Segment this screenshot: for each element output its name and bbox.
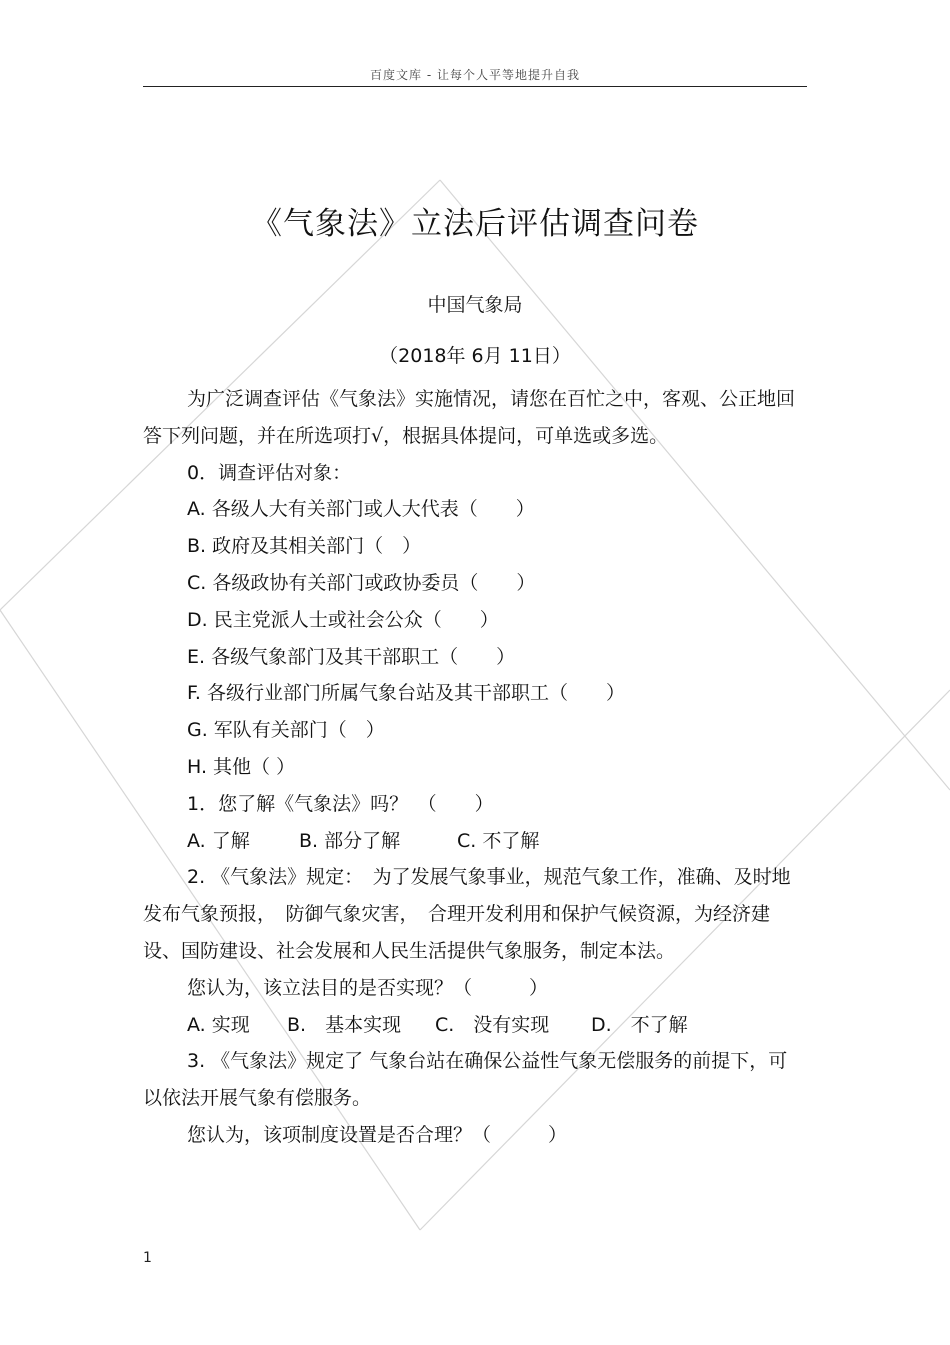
q0-option-e: E. 各级气象部门及其干部职工（ ）	[187, 645, 516, 668]
q0-option-a: A. 各级人大有关部门或人大代表（ ）	[187, 498, 535, 521]
q2-option-b: B. 基本实现	[287, 1013, 402, 1036]
question-2-statement: 2. 《气象法》规定： 为了发展气象事业，规范气象工作，准确、及时地发布气象预报， 防御气象灾害， 合理开发利用和保护气候资源，为经济建设、国防建设、社会发展和人民生活提供气象服务，制定本法。	[143, 866, 791, 962]
q1-option-c: C. 不了解	[457, 829, 540, 852]
header-divider	[143, 86, 807, 87]
intro-paragraph: 为广泛调查评估《气象法》实施情况，请您在百忙之中，客观、公正地回答下列问题，并在所选项打√，根据具体提问，可单选或多选。	[143, 388, 796, 447]
page-number: 1	[143, 1250, 152, 1266]
q1-options	[143, 823, 803, 860]
question-3-statement: 3. 《气象法》规定了 气象台站在确保公益性气象无偿服务的前提下，可以依法开展气象有偿服务。	[143, 1050, 788, 1110]
q0-option-h: H. 其他（ ）	[187, 755, 296, 778]
q0-option-f: F. 各级行业部门所属气象台站及其干部职工（ ）	[187, 682, 625, 705]
q0-option-b: B. 政府及其相关部门（ ）	[187, 535, 422, 558]
q2-option-c: C. 没有实现	[435, 1013, 550, 1036]
q2-options	[143, 1007, 803, 1044]
question-2: 您认为，该立法目的是否实现？（ ）	[187, 976, 549, 999]
q0-option-d: D. 民主党派人士或社会公众（ ）	[187, 608, 499, 631]
question-3: 您认为，该项制度设置是否合理？（ ）	[187, 1123, 568, 1146]
question-0: 0．调查评估对象：	[187, 461, 352, 484]
question-1: 1．您了解《气象法》吗？ （ ）	[187, 792, 494, 815]
q2-option-a: A. 实现	[187, 1013, 250, 1036]
q0-option-c: C. 各级政协有关部门或政协委员（ ）	[187, 571, 536, 594]
q0-option-g: G. 军队有关部门（ ）	[187, 719, 385, 742]
document-title: 《气象法》立法后评估调查问卷	[251, 206, 699, 242]
page-header: 百度文库 - 让每个人平等地提升自我	[370, 68, 580, 82]
q2-option-d: D. 不了解	[591, 1013, 688, 1036]
q1-option-a: A. 了解	[187, 829, 250, 852]
document-date: （2018年 6月 11日）	[379, 345, 571, 367]
questionnaire-body	[143, 381, 803, 1154]
organization-name: 中国气象局	[427, 294, 523, 316]
q1-option-b: B. 部分了解	[299, 829, 401, 852]
